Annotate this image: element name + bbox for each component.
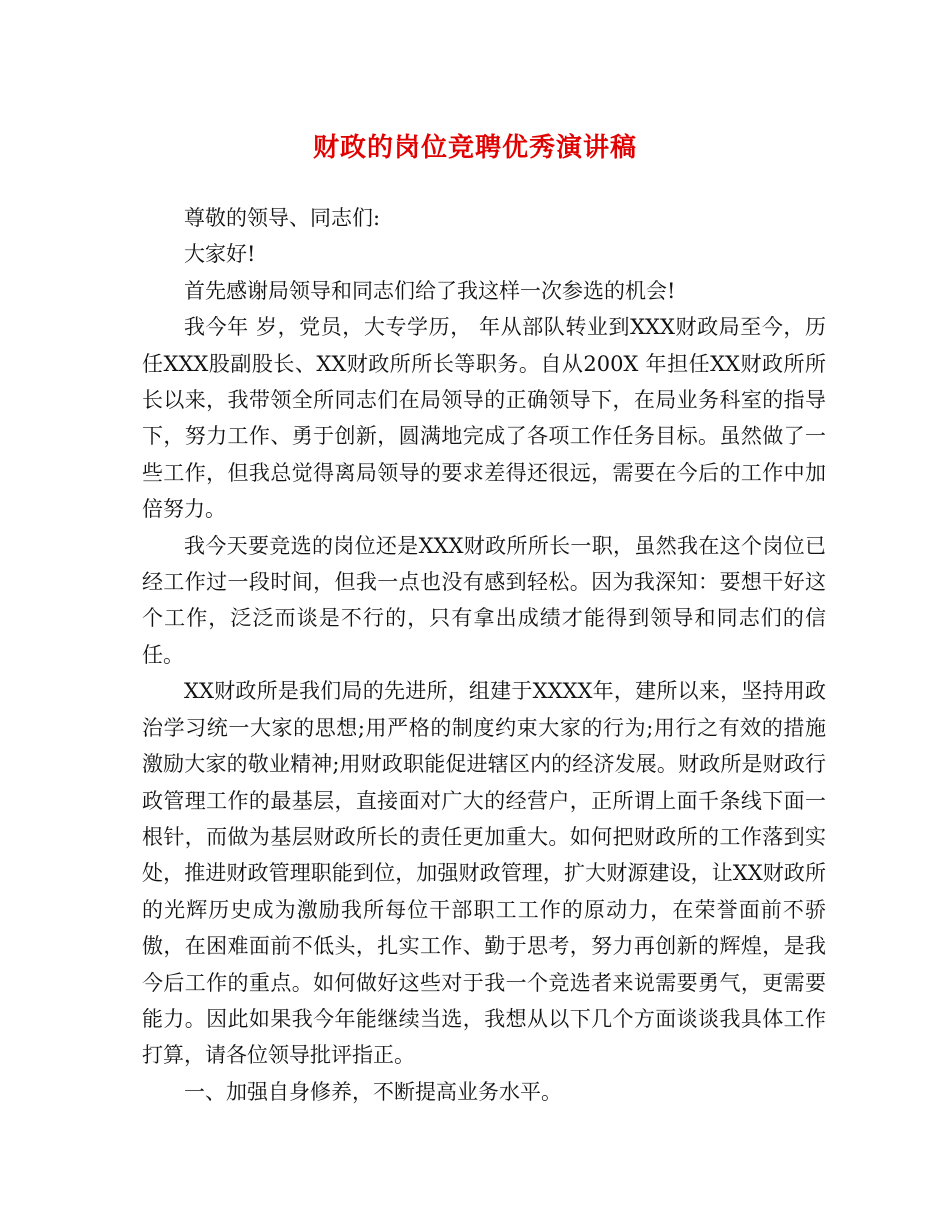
paragraph-position: 我今天要竞选的岗位还是XXX财政所所长一职，虽然我在这个岗位已经工作过一段时间，但我一点也没有感到轻松。因为我深知：要想干好这个工作，泛泛而谈是不行的，只有拿出成绩才能得到领导和同志们的信任。 xyxy=(142,533,826,667)
paragraph-thanks: 首先感谢局领导和同志们给了我这样一次参选的机会! xyxy=(184,278,676,303)
document-title: 财政的岗位竞聘优秀演讲稿 xyxy=(312,133,637,163)
paragraph-background: 我今年 岁，党员，大专学历， 年从部队转业到XXX财政局至今，历任XXX股副股长、XX财政所所长等职务。自从200X 年担任XX财政所所长以来，我带领全所同志们在局领导的正确领导下，在局业务科室的指导下，努力工作、勇于创新，圆满地完成了各项工作任务目标。虽然做了一些工作，但我总觉得离局领导的要求差得还很远，需要在今后的工作中加倍努力。 xyxy=(142,315,826,522)
greeting: 大家好! xyxy=(184,242,256,267)
paragraph-office-history: XX财政所是我们局的先进所，组建于XXXX年，建所以来，坚持用政治学习统一大家的思想;用严格的制度约束大家的行为;用行之有效的措施激励大家的敬业精神;用财政职能促进辖区内的经济发展。财政所是财政行政管理工作的最基层，直接面对广大的经营户，正所谓上面千条线下面一根针，而做为基层财政所长的责任更加重大。如何把财政所的工作落到实处，推进财政管理职能到位，加强财政管理，扩大财源建设，让XX财政所的光辉历史成为激励我所每位干部职工工作的原动力，在荣誉面前不骄傲，在困难面前不低头，扎实工作、勤于思考，努力再创新的辉煌，是我今后工作的重点。如何做好这些对于我一个竞选者来说需要勇气，更需要能力。因此如果我今年能继续当选，我想从以下几个方面谈谈我具体工作打算，请各位领导批评指正。 xyxy=(142,679,826,1068)
document-body xyxy=(142,200,826,1110)
section-heading-1: 一、加强自身修养，不断提高业务水平。 xyxy=(184,1079,562,1104)
salutation: 尊敬的领导、同志们: xyxy=(184,206,381,230)
